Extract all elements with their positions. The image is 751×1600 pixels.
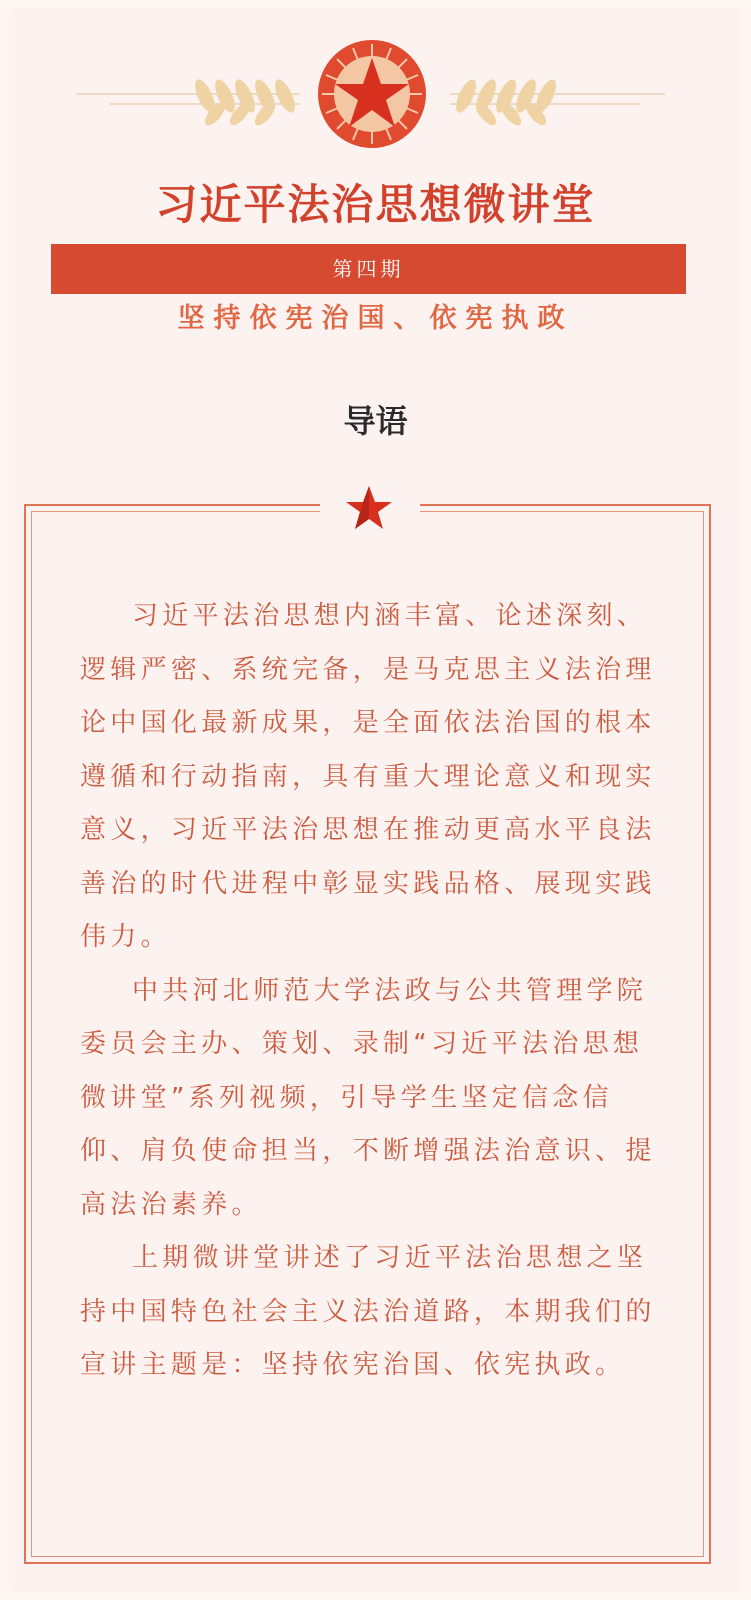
episode-topic: 坚持依宪治国、依宪执政 bbox=[177, 303, 574, 334]
intro-paragraph: 中共河北师范大学法政与公共管理学院委员会主办、策划、录制“习近平法治思想微讲堂”系列视频，引导学生坚定信念信仰、肩负使命担当，不断增强法治意识、提高法治素养。 bbox=[80, 975, 656, 1220]
intro-paragraph: 习近平法治思想内涵丰富、论述深刻、逻辑严密、系统完备，是马克思主义法治理论中国化最新成果，是全面依法治国的根本遵循和行动指南，具有重大理论意义和现实意义，习近平法治思想在推动更高水平良法善治的时代进程中彰显实践品格、展现实践伟力。 bbox=[80, 601, 656, 952]
star-icon bbox=[344, 484, 394, 534]
page-title: 习近平法治思想微讲堂 bbox=[155, 180, 596, 229]
issue-banner: 第四期 bbox=[51, 244, 686, 294]
star-emblem-icon bbox=[318, 40, 426, 148]
wheat-ear-icon bbox=[452, 77, 560, 129]
header-emblem bbox=[0, 34, 751, 154]
intro-body bbox=[80, 590, 662, 1393]
intro-paragraph: 上期微讲堂讲述了习近平法治思想之坚持中国特色社会主义法治道路，本期我们的宣讲主题是：坚持依宪治国、依宪执政。 bbox=[80, 1243, 656, 1380]
wheat-ear-icon bbox=[191, 77, 299, 129]
section-title: 导语 bbox=[343, 402, 408, 440]
